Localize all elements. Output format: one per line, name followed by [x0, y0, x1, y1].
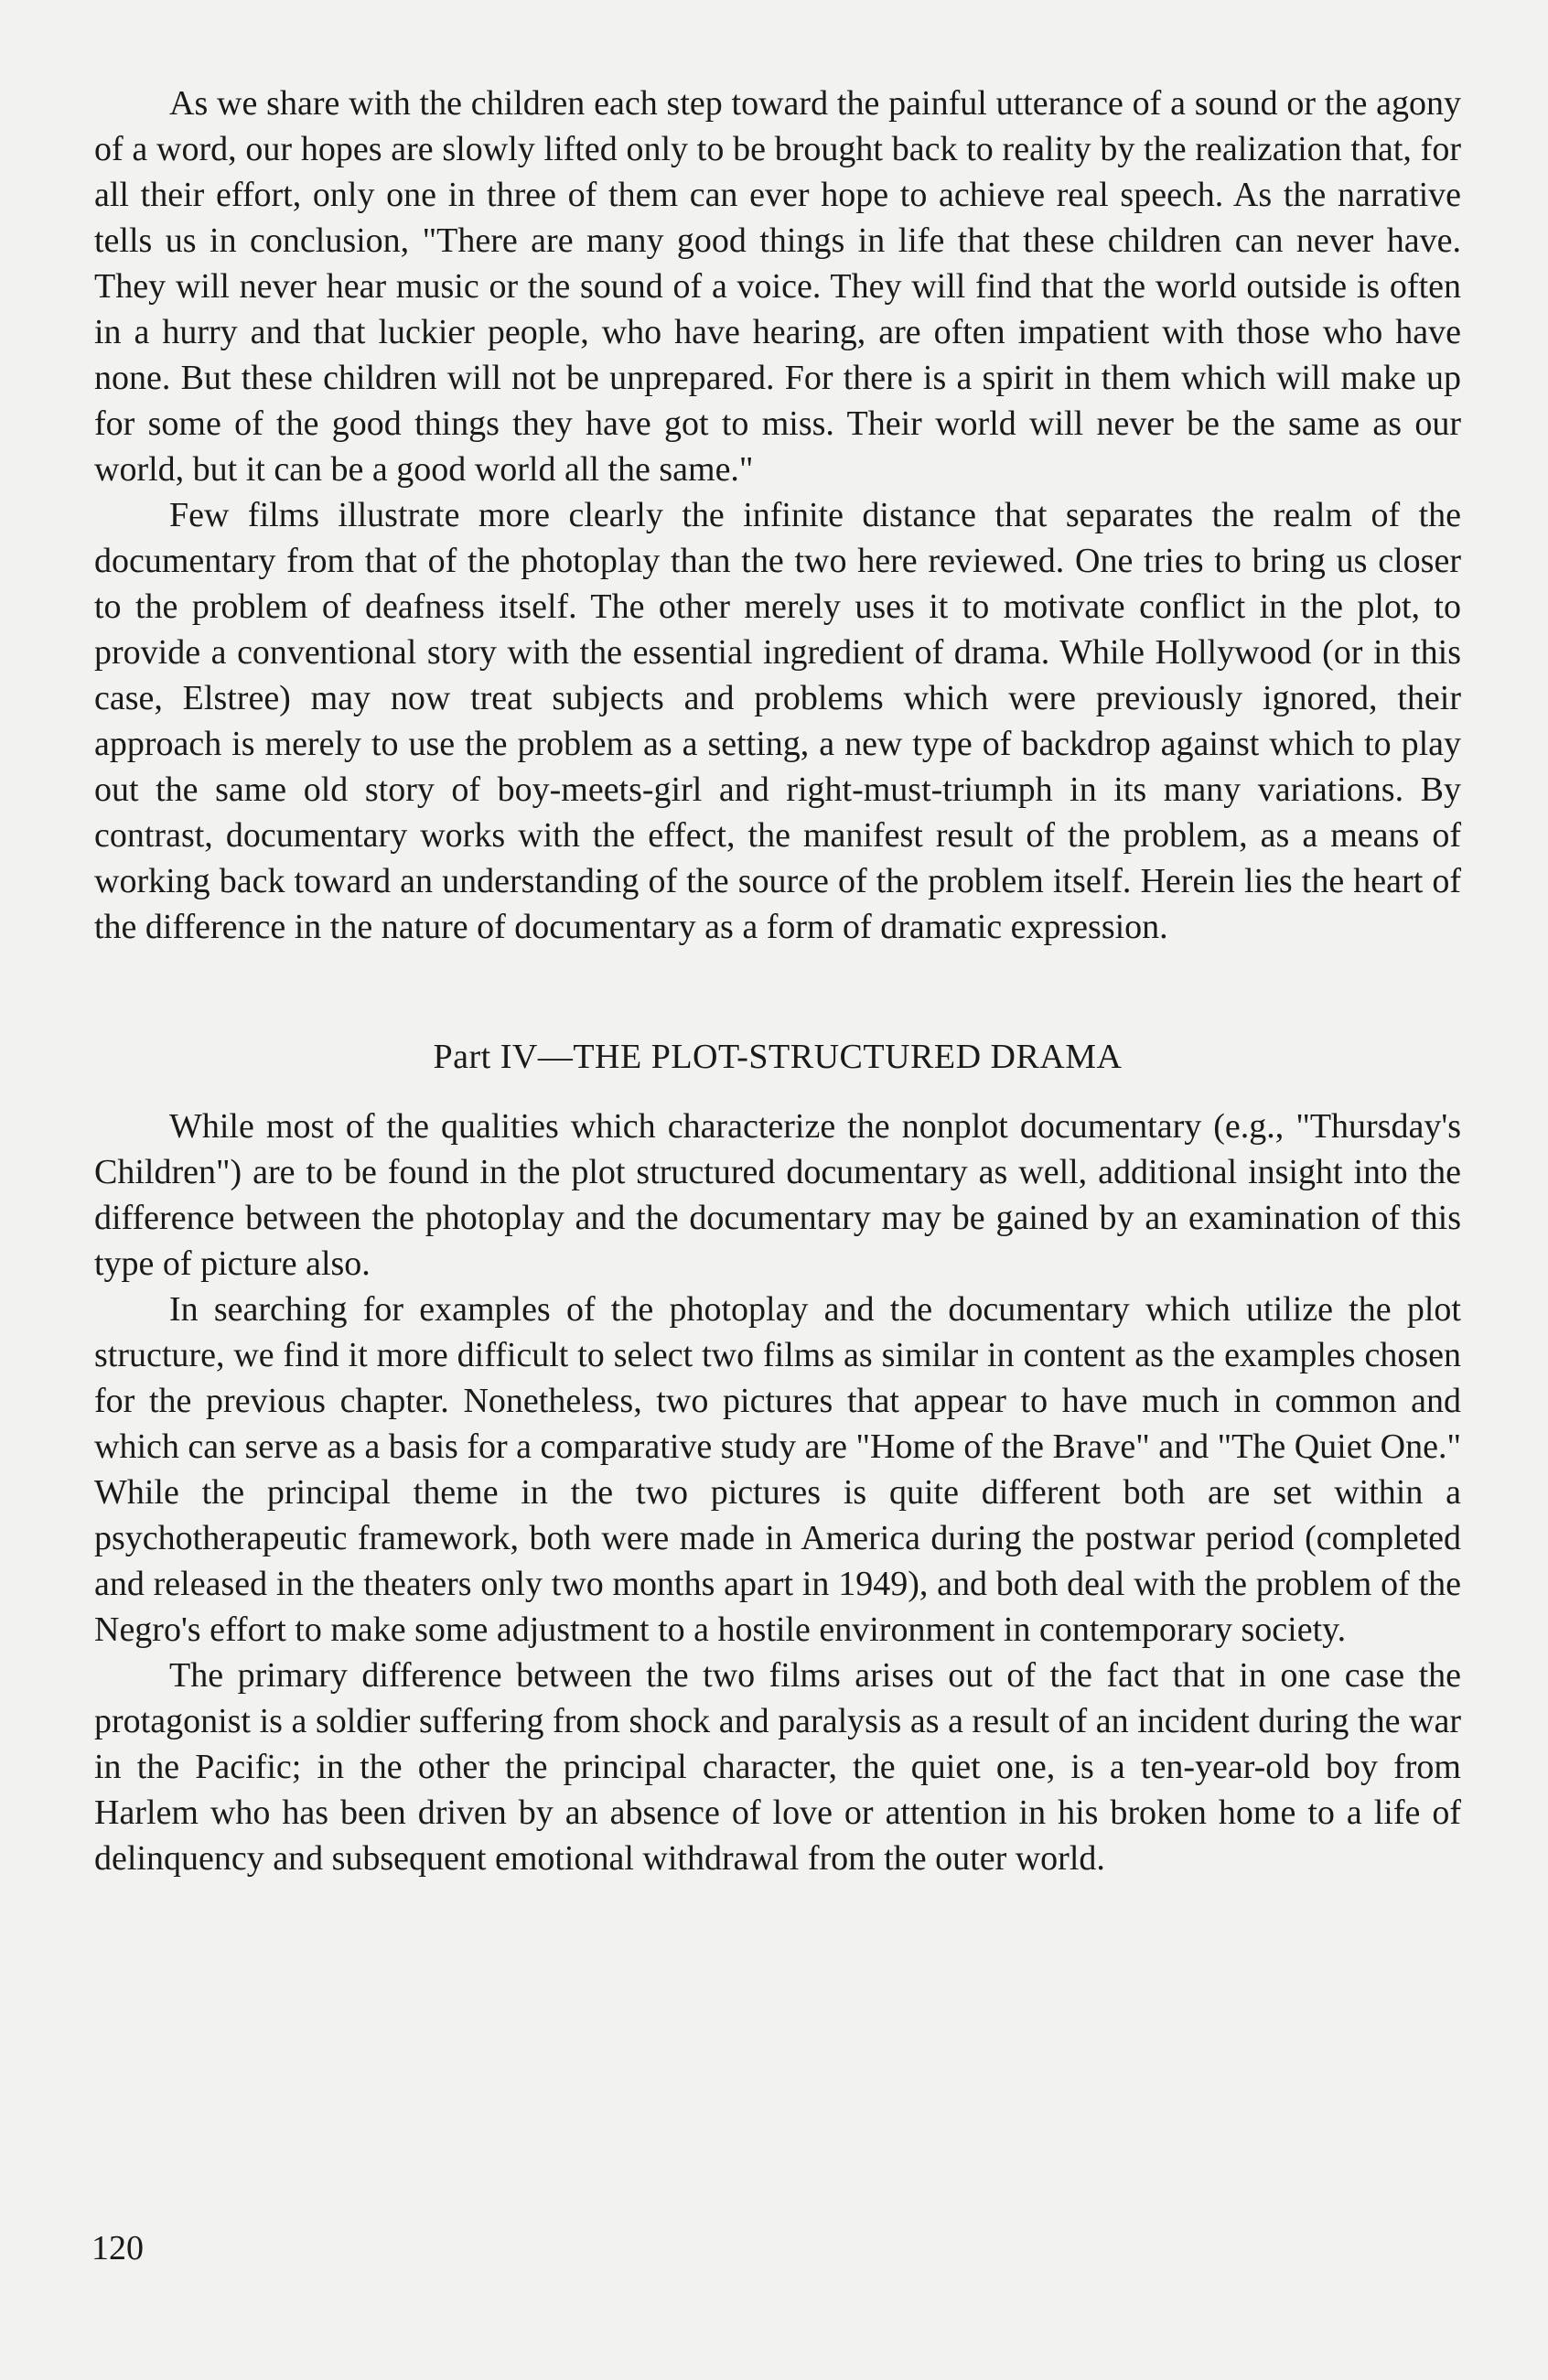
paragraph-film-examples: In searching for examples of the photoplay and the documentary which utilize the plot structure, we find it more difficult to select two films as similar in content as the examples chosen for the previous chapter. Nonetheless, two pictures that appear to have much in common and which can serve as a basis for a comparative study are "Home of the Brave" and "The Quiet One." While the principal theme in the two pictures is quite different both are set within a psychotherapeutic framework, both were made in America during the postwar period (completed and released in the theaters only two months apart in 1949), and both deal with the problem of the Negro's effort to make some adjustment to a hostile environment in contemporary society.: [94, 1290, 1461, 1649]
body-text: [94, 81, 1461, 1881]
paragraph-documentary-vs-photoplay: Few films illustrate more clearly the infinite distance that separates the realm of the documentary from that of the photoplay than the two here reviewed. One tries to bring us closer to the problem of deafness itself. The other merely uses it to motivate conflict in the plot, to provide a conventional story with the essential ingredient of drama. While Hollywood (or in this case, Elstree) may now treat subjects and problems which were previously ignored, their approach is merely to use the problem as a setting, a new type of backdrop against which to play out the same old story of boy-meets-girl and right-must-triumph in its many variations. By contrast, documentary works with the effect, the manifest result of the problem, as a means of working back toward an understanding of the source of the problem itself. Herein lies the heart of the difference in the nature of documentary as a form of dramatic expression.: [94, 496, 1461, 946]
section-heading: Part IV—THE PLOT-STRUCTURED DRAMA: [433, 1038, 1123, 1076]
page-number: 120: [91, 2229, 144, 2267]
paragraph-narrative-conclusion: As we share with the children each step toward the painful utterance of a sound or the agony of a word, our hopes are slowly lifted only to be brought back to reality by the realization that, for all their effort, only one in three of them can ever hope to achieve real speech. As the narrative tells us in conclusion, "There are many good things in life that these children can never have. They will never hear music or the sound of a voice. They will find that the world outside is often in a hurry and that luckier people, who have hearing, are often impatient with those who have none. But these children will not be unprepared. For there is a spirit in them which will make up for some of the good things they have got to miss. Their world will never be the same as our world, but it can be a good world all the same.": [94, 84, 1461, 489]
paragraph-plot-structured-intro: While most of the qualities which characterize the nonplot documentary (e.g., "Thursday's Children") are to be found in the plot structured documentary as well, additional insight into the difference between the photoplay and the documentary may be gained by an examination of this type of picture also.: [94, 1107, 1461, 1283]
paragraph-primary-difference: The primary difference between the two films arises out of the fact that in one case the protagonist is a soldier suffering from shock and paralysis as a result of an incident during the war in the Pacific; in the other the principal character, the quiet one, is a ten-year-old boy from Harlem who has been driven by an absence of love or attention in his broken home to a life of delinquency and subsequent emotional withdrawal from the outer world.: [94, 1656, 1461, 1878]
